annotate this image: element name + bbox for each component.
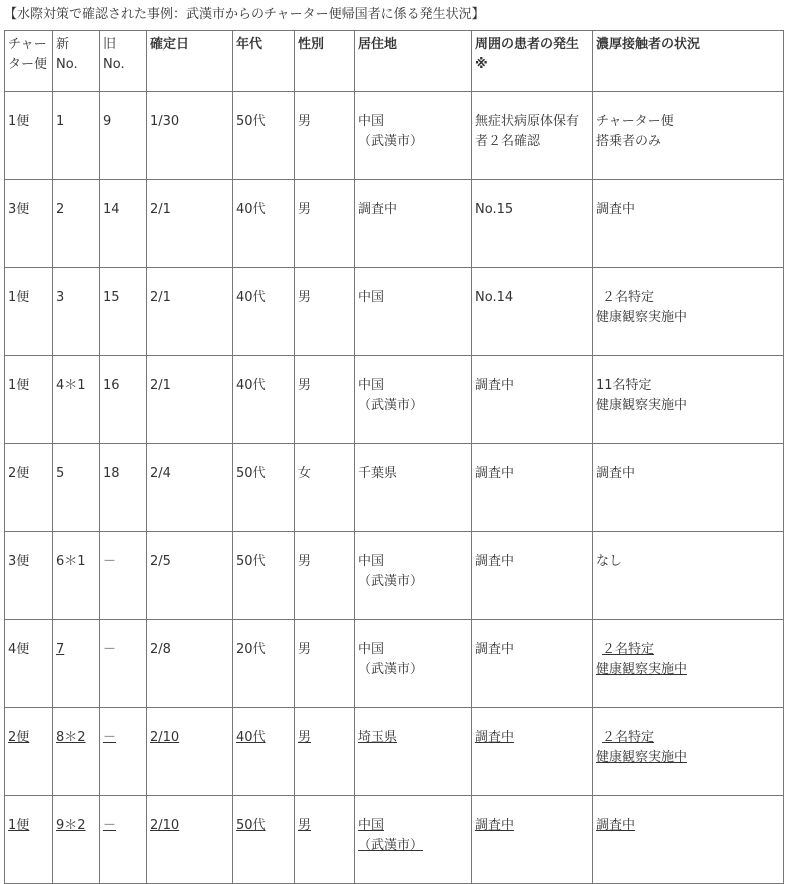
cell-sex: 男 — [295, 92, 355, 180]
cell-date: 2/10 — [147, 708, 233, 796]
header-age: 年代 — [233, 31, 295, 92]
cell-age: 40代 — [233, 708, 295, 796]
table-row — [5, 620, 784, 708]
header-residence: 居住地 — [355, 31, 472, 92]
cell-date: 2/1 — [147, 356, 233, 444]
header-new-no: 新 No. — [53, 31, 100, 92]
cell-flight: 2便 — [5, 708, 53, 796]
table-row — [5, 268, 784, 356]
cell-close-contacts: チャーター便 搭乗者のみ — [593, 92, 784, 180]
cell-nearby-cases: No.14 — [472, 268, 593, 356]
cell-date: 2/5 — [147, 532, 233, 620]
header-flight: チャー ター便 — [5, 31, 53, 92]
cell-residence: 中国 （武漢市） — [355, 796, 472, 884]
cell-residence: 中国 （武漢市） — [355, 356, 472, 444]
cell-age: 50代 — [233, 444, 295, 532]
cell-age: 40代 — [233, 268, 295, 356]
cell-new-no: 5 — [53, 444, 100, 532]
cell-flight: 3便 — [5, 180, 53, 268]
cell-close-contacts: 調査中 — [593, 796, 784, 884]
cell-new-no: 7 — [53, 620, 100, 708]
table-body — [5, 92, 784, 884]
header-sex: 性別 — [295, 31, 355, 92]
cell-age: 50代 — [233, 532, 295, 620]
cell-sex: 男 — [295, 180, 355, 268]
table-row — [5, 444, 784, 532]
table-row — [5, 532, 784, 620]
cell-close-contacts: ２名特定 健康観察実施中 — [593, 620, 784, 708]
cell-old-no: － — [100, 532, 147, 620]
cell-age: 20代 — [233, 620, 295, 708]
cell-sex: 男 — [295, 532, 355, 620]
cell-nearby-cases: 調査中 — [472, 532, 593, 620]
cell-flight: 1便 — [5, 356, 53, 444]
header-close-contacts: 濃厚接触者の状況 — [593, 31, 784, 92]
cell-close-contacts: ２名特定 健康観察実施中 — [593, 268, 784, 356]
table-row — [5, 708, 784, 796]
cell-sex: 男 — [295, 620, 355, 708]
cell-age: 40代 — [233, 356, 295, 444]
table-row — [5, 796, 784, 884]
cell-residence: 中国 （武漢市） — [355, 620, 472, 708]
cell-old-no: 9 — [100, 92, 147, 180]
cell-new-no: 9＊2 — [53, 796, 100, 884]
cell-residence: 千葉県 — [355, 444, 472, 532]
header-row — [5, 31, 784, 92]
cell-old-no: － — [100, 620, 147, 708]
cell-sex: 男 — [295, 268, 355, 356]
cell-residence: 中国 （武漢市） — [355, 532, 472, 620]
cell-nearby-cases: 調査中 — [472, 620, 593, 708]
cell-residence: 中国 （武漢市） — [355, 92, 472, 180]
table-row — [5, 92, 784, 180]
cell-flight: 2便 — [5, 444, 53, 532]
cell-nearby-cases: 調査中 — [472, 444, 593, 532]
cell-flight: 1便 — [5, 92, 53, 180]
cell-age: 40代 — [233, 180, 295, 268]
cell-close-contacts: 調査中 — [593, 180, 784, 268]
cell-residence: 調査中 — [355, 180, 472, 268]
cell-age: 50代 — [233, 92, 295, 180]
cell-date: 2/4 — [147, 444, 233, 532]
cell-flight: 4便 — [5, 620, 53, 708]
cell-new-no: 2 — [53, 180, 100, 268]
cell-old-no: 18 — [100, 444, 147, 532]
cell-new-no: 3 — [53, 268, 100, 356]
cell-new-no: 8＊2 — [53, 708, 100, 796]
cell-old-no: 15 — [100, 268, 147, 356]
header-old-no: 旧 No. — [100, 31, 147, 92]
cell-flight: 1便 — [5, 268, 53, 356]
cell-date: 2/8 — [147, 620, 233, 708]
cell-flight: 1便 — [5, 796, 53, 884]
cell-close-contacts: ２名特定 健康観察実施中 — [593, 708, 784, 796]
charter-flight-cases-table — [4, 30, 784, 884]
cell-residence: 埼玉県 — [355, 708, 472, 796]
cell-date: 1/30 — [147, 92, 233, 180]
cell-close-contacts: なし — [593, 532, 784, 620]
cell-nearby-cases: 無症状病原体保有 者２名確認 — [472, 92, 593, 180]
cell-old-no: － — [100, 796, 147, 884]
cell-nearby-cases: 調査中 — [472, 796, 593, 884]
cell-new-no: 1 — [53, 92, 100, 180]
table-row — [5, 356, 784, 444]
cell-sex: 男 — [295, 708, 355, 796]
cell-age: 50代 — [233, 796, 295, 884]
cell-old-no: 16 — [100, 356, 147, 444]
cell-new-no: 4＊1 — [53, 356, 100, 444]
header-date: 確定日 — [147, 31, 233, 92]
cell-new-no: 6＊1 — [53, 532, 100, 620]
table-caption: 【水際対策で確認された事例：武漢市からのチャーター便帰国者に係る発生状況】 — [4, 7, 485, 22]
cell-close-contacts: 調査中 — [593, 444, 784, 532]
cell-old-no: － — [100, 708, 147, 796]
cell-date: 2/1 — [147, 180, 233, 268]
cell-date: 2/10 — [147, 796, 233, 884]
cell-sex: 女 — [295, 444, 355, 532]
cell-sex: 男 — [295, 356, 355, 444]
cell-nearby-cases: No.15 — [472, 180, 593, 268]
cell-residence: 中国 — [355, 268, 472, 356]
cell-nearby-cases: 調査中 — [472, 708, 593, 796]
table-row — [5, 180, 784, 268]
cell-date: 2/1 — [147, 268, 233, 356]
cell-old-no: 14 — [100, 180, 147, 268]
cell-sex: 男 — [295, 796, 355, 884]
cell-close-contacts: 11名特定 健康観察実施中 — [593, 356, 784, 444]
header-nearby-cases: 周囲の患者の発生 ※ — [472, 31, 593, 92]
cell-nearby-cases: 調査中 — [472, 356, 593, 444]
cell-flight: 3便 — [5, 532, 53, 620]
